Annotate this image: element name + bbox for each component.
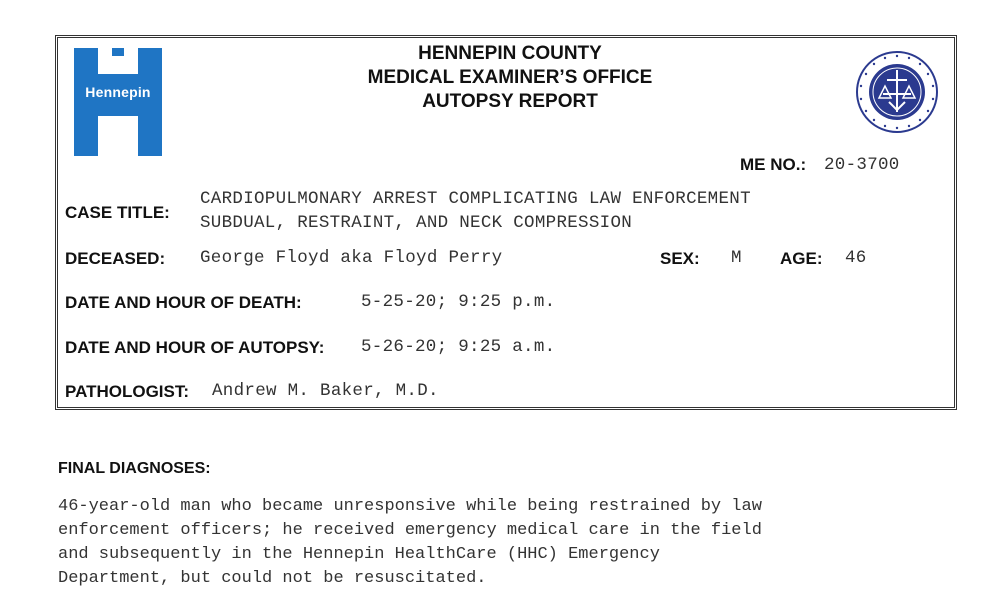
deceased-label: DECEASED:	[65, 249, 166, 268]
hennepin-logo-icon	[72, 46, 164, 158]
death-label: DATE AND HOUR OF DEATH:	[65, 293, 302, 312]
final-diagnoses-title: FINAL DIAGNOSES:	[58, 460, 211, 477]
logo-text: Hennepin	[85, 84, 151, 100]
age-value: 46	[845, 248, 867, 268]
diagnosis-line: Department, but could not be resuscitated.	[58, 569, 487, 588]
case-title-label: CASE TITLE:	[65, 203, 170, 222]
header-report-type: AUTOPSY REPORT	[422, 91, 598, 112]
me-number-value: 20-3700	[824, 155, 900, 175]
diagnosis-line: and subsequently in the Hennepin HealthCare (HHC) Emergency	[58, 545, 660, 564]
pathologist-label: PATHOLOGIST:	[65, 382, 190, 401]
case-title-line-1: CARDIOPULMONARY ARREST COMPLICATING LAW ENFORCEMENT	[200, 189, 751, 209]
diagnosis-line: 46-year-old man who became unresponsive while being restrained by law	[58, 497, 762, 516]
me-number-label: ME NO.:	[740, 155, 807, 174]
death-value: 5-25-20; 9:25 p.m.	[361, 292, 556, 312]
case-title-line-2: SUBDUAL, RESTRAINT, AND NECK COMPRESSION	[200, 213, 633, 233]
diagnosis-line: enforcement officers; he received emergency medical care in the field	[58, 521, 762, 540]
sex-value: M	[731, 248, 742, 268]
autopsy-value: 5-26-20; 9:25 a.m.	[361, 337, 556, 357]
header-county: HENNEPIN COUNTY	[418, 43, 602, 64]
deceased-value: George Floyd aka Floyd Perry	[200, 248, 503, 268]
autopsy-label: DATE AND HOUR OF AUTOPSY:	[65, 338, 325, 357]
report-header	[300, 42, 720, 114]
hennepin-logo	[72, 46, 164, 158]
nam-seal-icon	[855, 50, 939, 134]
pathologist-value: Andrew M. Baker, M.D.	[212, 381, 439, 401]
sex-label: SEX:	[660, 249, 700, 268]
header-office: MEDICAL EXAMINER’S OFFICE	[367, 67, 653, 88]
age-label: AGE:	[780, 249, 823, 268]
final-diagnoses-text	[58, 495, 958, 591]
